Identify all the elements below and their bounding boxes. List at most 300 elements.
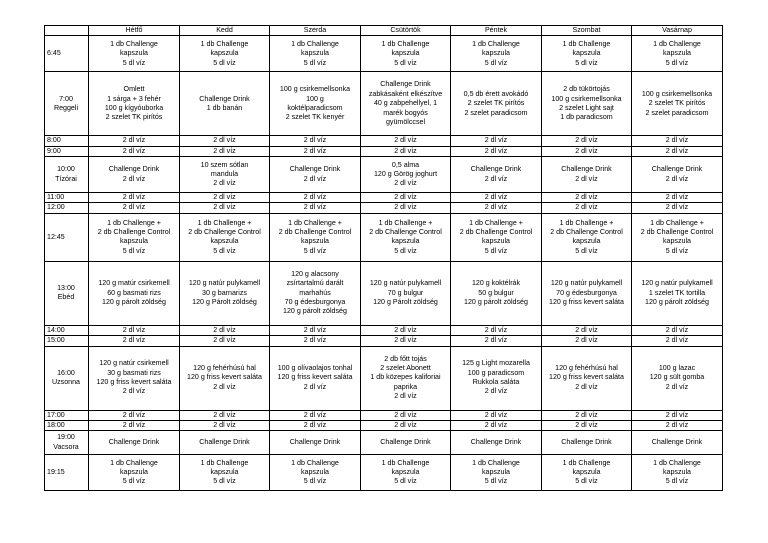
meal-cell: [270, 336, 361, 346]
meal-item-line: 1 db Challenge: [200, 458, 249, 467]
meal-item-line: 2 dl víz: [303, 174, 327, 183]
meal-cell: [632, 72, 723, 136]
meal-cell: [180, 146, 270, 156]
meal-item-line: 1 db Challenge: [110, 39, 158, 48]
time-cell: [45, 72, 89, 136]
meal-cell: [632, 261, 723, 325]
meal-item-line: 2 dl víz: [303, 193, 327, 202]
meal-item-line: Challenge Drink: [199, 94, 250, 103]
meal-cell: [180, 193, 270, 203]
meal-cell: [632, 136, 723, 146]
meal-item-line: 2 dl víz: [484, 203, 508, 212]
meal-cell: [180, 261, 270, 325]
meal-cell: [361, 431, 451, 455]
meal-item-line: Challenge Drink: [380, 438, 431, 447]
table-row: [45, 410, 723, 420]
meal-cell: [270, 431, 361, 455]
meal-item-line: kapszula: [301, 237, 329, 246]
time-cell: [45, 336, 89, 346]
meal-cell: [89, 346, 180, 410]
meal-item-line: 70 g édesburgonya: [556, 288, 617, 297]
header-day-sunday: Vasárnap: [632, 26, 723, 36]
meal-item-line: 1 db Challenge +: [197, 218, 252, 227]
meal-item-line: 2 dl víz: [213, 325, 236, 334]
table-row: [45, 325, 723, 335]
time-cell: [45, 325, 89, 335]
meal-item-line: 2 db Challenge Control: [278, 227, 352, 236]
header-corner: [45, 26, 89, 36]
meal-cell: [361, 36, 451, 72]
time-cell: [45, 261, 89, 325]
meal-item-line: 10 szem sótlan: [200, 160, 249, 169]
meal-cell: [89, 193, 180, 203]
meal-item-line: 2 dl víz: [484, 325, 508, 334]
meal-item-line: 2 dl víz: [575, 193, 598, 202]
meal-cell: [451, 431, 542, 455]
meal-item-line: 2 szelet paradicsom: [645, 108, 709, 117]
meal-item-line: 2 szelet TK pirítós: [105, 113, 163, 122]
meal-plan-table: [44, 25, 723, 491]
meal-item-line: Challenge Drink: [108, 165, 160, 174]
time-label: 13:00: [57, 283, 75, 292]
meal-cell: [89, 203, 180, 213]
meal-item-line: 2 dl víz: [303, 136, 327, 145]
meal-item-line: 2 dl víz: [213, 193, 236, 202]
meal-cell: [451, 420, 542, 430]
table-row: [45, 336, 723, 346]
meal-item-line: 2 dl víz: [575, 136, 598, 145]
meal-item-line: marék bogyós: [383, 108, 428, 117]
meal-item-line: gyümölccsel: [385, 117, 426, 126]
meal-item-line: 1 db Challenge +: [107, 218, 161, 227]
meal-cell: [361, 346, 451, 410]
meal-item-line: 2 dl víz: [303, 382, 327, 391]
meal-cell: [361, 261, 451, 325]
table-row: [45, 346, 723, 410]
meal-item-line: 2 dl víz: [122, 146, 146, 155]
meal-item-line: 5 dl víz: [484, 246, 508, 255]
meal-item-line: Challenge Drink: [289, 165, 341, 174]
meal-cell: [180, 213, 270, 261]
time-label: 16:00: [57, 368, 75, 377]
time-label: 17:00: [47, 410, 65, 419]
time-cell: [45, 213, 89, 261]
meal-item-line: Challenge Drink: [651, 438, 703, 447]
meal-cell: [270, 325, 361, 335]
time-cell: [45, 193, 89, 203]
meal-item-line: 2 dl víz: [303, 203, 327, 212]
meal-item-line: 2 szelet paradicsom: [464, 108, 528, 117]
meal-item-line: 2 dl víz: [122, 325, 146, 334]
meal-item-line: 5 dl víz: [575, 246, 598, 255]
meal-cell: [180, 203, 270, 213]
meal-item-line: kapszula: [482, 468, 510, 477]
time-cell: [45, 420, 89, 430]
meal-cell: [361, 410, 451, 420]
meal-cell: [270, 410, 361, 420]
table-row: [45, 213, 723, 261]
meal-item-line: 120 g natúr pulykamell: [369, 279, 442, 288]
time-label: 6:45: [47, 49, 61, 58]
meal-item-line: 2 dl víz: [665, 325, 689, 334]
meal-item-line: 2 dl víz: [213, 136, 236, 145]
meal-item-line: 1 db Challenge: [653, 39, 701, 48]
meal-cell: [180, 336, 270, 346]
meal-cell: [361, 455, 451, 491]
table-row: [45, 420, 723, 430]
meal-cell: [451, 146, 542, 156]
table-row: [45, 72, 723, 136]
meal-item-line: 2 dl víz: [213, 179, 236, 188]
meal-item-line: 5 dl víz: [394, 477, 417, 486]
meal-item-line: 1 db Challenge: [291, 458, 339, 467]
time-cell: [45, 455, 89, 491]
meal-cell: [632, 146, 723, 156]
time-cell: [45, 346, 89, 410]
meal-item-line: 5 dl víz: [122, 477, 146, 486]
meal-item-line: 2 dl víz: [122, 420, 146, 429]
meal-item-line: 1 db paradicsom: [560, 113, 613, 122]
meal-item-line: kapszula: [663, 49, 691, 58]
meal-item-line: kapszula: [391, 237, 420, 246]
meal-cell: [632, 431, 723, 455]
meal-cell: [542, 261, 632, 325]
table-row: [45, 36, 723, 72]
table-row: [45, 261, 723, 325]
table-row: [45, 146, 723, 156]
meal-cell: [270, 136, 361, 146]
meal-item-line: 2 dl víz: [484, 146, 508, 155]
meal-cell: [89, 36, 180, 72]
meal-item-line: 2 dl víz: [213, 336, 236, 345]
meal-item-line: 1 db banán: [206, 103, 243, 112]
meal-item-line: 2 db Challenge Control: [369, 227, 442, 236]
table-row: [45, 136, 723, 146]
meal-item-line: 2 dl víz: [665, 410, 689, 419]
meal-cell: [361, 193, 451, 203]
meal-cell: [632, 410, 723, 420]
meal-item-line: 2 dl víz: [575, 410, 598, 419]
meal-cell: [361, 136, 451, 146]
meal-item-line: 2 dl víz: [665, 382, 689, 391]
meal-item-line: 120 g párolt zöldség: [464, 297, 528, 306]
meal-item-line: 100 g csirkemellsonka: [641, 89, 713, 98]
meal-item-line: 5 dl víz: [394, 58, 417, 67]
meal-item-line: Challenge Drink: [289, 438, 341, 447]
meal-item-line: kapszula: [391, 49, 420, 58]
meal-cell: [542, 36, 632, 72]
meal-item-line: Challenge Drink: [561, 438, 612, 447]
meal-item-line: 2 dl víz: [665, 420, 689, 429]
meal-item-line: kapszula: [391, 468, 420, 477]
meal-item-line: 2 dl víz: [665, 203, 689, 212]
meal-item-line: 125 g Light mozarella: [462, 359, 530, 368]
meal-item-line: 2 dl víz: [303, 325, 327, 334]
meal-item-line: 120 g Párolt zöldség: [192, 297, 257, 306]
meal-cell: [270, 36, 361, 72]
meal-item-line: 2 dl víz: [213, 146, 236, 155]
meal-item-line: 120 g friss kevert saláta: [277, 373, 353, 382]
meal-item-line: kapszula: [120, 237, 148, 246]
meal-item-line: Challenge Drink: [199, 438, 250, 447]
meal-item-line: 100 g: [306, 94, 324, 103]
time-label: 11:00: [47, 193, 65, 202]
meal-cell: [270, 72, 361, 136]
meal-item-line: kapszula: [482, 49, 510, 58]
meal-item-line: 2 dl víz: [665, 136, 689, 145]
meal-item-line: 5 dl víz: [665, 477, 689, 486]
time-label: 19:15: [47, 468, 65, 477]
header-day-monday: Hétfő: [89, 26, 180, 36]
meal-item-line: 1 db Challenge: [381, 39, 430, 48]
meal-item-line: 5 dl víz: [303, 246, 327, 255]
table-row: [45, 203, 723, 213]
header-day-wednesday: Szerda: [270, 26, 361, 36]
meal-item-line: 120 g párolt zöldség: [102, 297, 166, 306]
meal-cell: [270, 146, 361, 156]
meal-item-line: 2 szelet Light sajt: [559, 103, 614, 112]
meal-cell: [180, 157, 270, 193]
meal-item-line: Challenge Drink: [561, 165, 612, 174]
meal-item-line: 5 dl víz: [394, 246, 417, 255]
meal-cell: [89, 325, 180, 335]
meal-name-label: Uzsonna: [52, 378, 80, 387]
meal-cell: [270, 213, 361, 261]
meal-cell: [451, 72, 542, 136]
meal-item-line: 1 db Challenge: [200, 39, 249, 48]
meal-cell: [180, 431, 270, 455]
meal-cell: [542, 213, 632, 261]
meal-item-line: zsírtartalmú darált: [286, 279, 344, 288]
meal-item-line: 1 db Challenge: [381, 458, 430, 467]
meal-item-line: 2 szelet TK pirítós: [467, 99, 525, 108]
meal-item-line: 1 db Challenge: [472, 458, 520, 467]
meal-item-line: 120 g koktélrák: [471, 279, 521, 288]
meal-name-label: Vacsora: [53, 442, 79, 451]
meal-item-line: 120 g friss kevert saláta: [187, 373, 262, 382]
time-label: 7:00: [59, 94, 73, 103]
meal-item-line: 5 dl víz: [484, 477, 508, 486]
meal-cell: [451, 336, 542, 346]
meal-item-line: 5 dl víz: [575, 477, 598, 486]
meal-item-line: 30 g basmati rizs: [107, 368, 161, 377]
meal-cell: [542, 325, 632, 335]
meal-item-line: Challenge Drink: [470, 438, 522, 447]
meal-item-line: 2 db Challenge Control: [188, 227, 261, 236]
meal-item-line: 1 szelet TK tortilla: [648, 288, 706, 297]
meal-item-line: 1 db Challenge: [562, 458, 611, 467]
meal-item-line: 100 g lazac: [658, 363, 696, 372]
meal-cell: [542, 157, 632, 193]
meal-item-line: 5 dl víz: [213, 246, 236, 255]
meal-item-line: 40 g zabpehellyel, 1: [373, 99, 438, 108]
meal-name-label: Ebéd: [57, 293, 75, 302]
meal-item-line: zabkásaként elkészítve: [368, 89, 443, 98]
meal-item-line: 100 g olívaolajos tonhal: [277, 363, 353, 372]
meal-cell: [361, 213, 451, 261]
meal-item-line: 2 dl víz: [575, 146, 598, 155]
meal-cell: [542, 146, 632, 156]
meal-item-line: 2 dl víz: [122, 203, 146, 212]
meal-item-line: 2 dl víz: [213, 410, 236, 419]
meal-cell: [542, 136, 632, 146]
meal-cell: [89, 157, 180, 193]
header-day-thursday: Csütörtök: [361, 26, 451, 36]
meal-item-line: 0,5 alma: [391, 160, 420, 169]
meal-cell: [89, 410, 180, 420]
meal-item-line: mandula: [210, 169, 239, 178]
meal-cell: [451, 36, 542, 72]
meal-item-line: 2 db Challenge Control: [640, 227, 714, 236]
header-day-tuesday: Kedd: [180, 26, 270, 36]
meal-item-line: 120 g matúr csirkemell: [98, 279, 170, 288]
meal-cell: [542, 346, 632, 410]
meal-item-line: 1 db Challenge: [291, 39, 339, 48]
meal-cell: [632, 336, 723, 346]
meal-item-line: 2 dl víz: [394, 410, 417, 419]
meal-item-line: 5 dl víz: [303, 58, 327, 67]
meal-item-line: Challenge Drink: [651, 165, 703, 174]
time-label: 9:00: [47, 146, 61, 155]
meal-cell: [270, 203, 361, 213]
meal-cell: [542, 420, 632, 430]
meal-item-line: 60 g basmati rizs: [107, 288, 161, 297]
meal-cell: [451, 410, 542, 420]
meal-item-line: Rukkola saláta: [472, 378, 520, 387]
meal-item-line: kapszula: [572, 468, 601, 477]
meal-cell: [632, 213, 723, 261]
time-label: 12:00: [47, 203, 65, 212]
meal-cell: [361, 336, 451, 346]
meal-item-line: 2 dl víz: [394, 146, 417, 155]
time-label: 8:00: [47, 136, 61, 145]
meal-item-line: 2 dl víz: [484, 174, 508, 183]
meal-item-line: 2 db tükörtojás: [563, 85, 610, 94]
meal-item-line: kapszula: [301, 49, 329, 58]
meal-cell: [451, 325, 542, 335]
meal-cell: [361, 72, 451, 136]
meal-cell: [632, 203, 723, 213]
time-cell: [45, 410, 89, 420]
meal-cell: [632, 36, 723, 72]
meal-item-line: 2 dl víz: [122, 410, 146, 419]
meal-cell: [542, 72, 632, 136]
meal-cell: [451, 193, 542, 203]
meal-item-line: 2 dl víz: [394, 420, 417, 429]
meal-item-line: 120 g natúr pulykamell: [550, 279, 623, 288]
meal-name-label: Tízórai: [55, 174, 77, 183]
meal-item-line: Challenge Drink: [108, 438, 160, 447]
meal-cell: [632, 455, 723, 491]
meal-item-line: kapszula: [572, 49, 601, 58]
meal-item-line: 2 dl víz: [213, 420, 236, 429]
meal-cell: [361, 325, 451, 335]
meal-cell: [632, 193, 723, 203]
meal-item-line: kapszula: [663, 237, 691, 246]
meal-item-line: 2 dl víz: [213, 382, 236, 391]
meal-cell: [270, 261, 361, 325]
meal-item-line: 2 dl víz: [575, 203, 598, 212]
meal-item-line: 1 db Challenge: [110, 458, 158, 467]
meal-item-line: 2 dl víz: [665, 193, 689, 202]
meal-cell: [180, 410, 270, 420]
header-day-friday: Péntek: [451, 26, 542, 36]
meal-cell: [89, 455, 180, 491]
meal-item-line: koktélparadicsom: [287, 103, 343, 112]
table-row: [45, 157, 723, 193]
meal-item-line: 2 dl víz: [575, 174, 598, 183]
meal-cell: [451, 261, 542, 325]
meal-item-line: 1 db Challenge +: [559, 218, 614, 227]
meal-cell: [632, 325, 723, 335]
meal-item-line: 2 dl víz: [484, 193, 508, 202]
meal-item-line: 5 dl víz: [213, 58, 236, 67]
meal-cell: [632, 157, 723, 193]
table-row: [45, 455, 723, 491]
meal-item-line: 1 db Challenge: [472, 39, 520, 48]
meal-item-line: 5 dl víz: [484, 58, 508, 67]
meal-item-line: 2 dl víz: [484, 336, 508, 345]
meal-item-line: 2 dl víz: [394, 336, 417, 345]
meal-item-line: 1 sárga + 3 fehér: [107, 94, 161, 103]
meal-cell: [89, 336, 180, 346]
meal-item-line: 2 dl víz: [122, 174, 146, 183]
meal-item-line: 120 g fehérhúsú hal: [555, 363, 618, 372]
meal-cell: [89, 136, 180, 146]
meal-item-line: 120 g Görög joghurt: [373, 169, 438, 178]
meal-item-line: 100 g csirkemellsonka: [279, 85, 351, 94]
meal-item-line: 2 szelet Abonett: [380, 363, 431, 372]
meal-item-line: 2 dl víz: [122, 336, 146, 345]
meal-cell: [451, 157, 542, 193]
meal-cell: [89, 261, 180, 325]
meal-item-line: 120 g fehérhúsú hal: [193, 363, 256, 372]
meal-item-line: 5 dl víz: [665, 58, 689, 67]
meal-item-line: 120 g friss kevert saláta: [96, 378, 172, 387]
meal-item-line: 50 g bulgur: [478, 288, 514, 297]
meal-item-line: 2 dl víz: [484, 420, 508, 429]
meal-cell: [180, 455, 270, 491]
meal-item-line: 2 dl víz: [484, 387, 508, 396]
meal-cell: [361, 420, 451, 430]
meal-item-line: 1 db közepes kaliforiai: [370, 373, 441, 382]
meal-item-line: kapszula: [120, 49, 148, 58]
meal-cell: [361, 146, 451, 156]
header-row: [45, 26, 723, 36]
time-label: 14:00: [47, 325, 65, 334]
time-cell: [45, 157, 89, 193]
meal-item-line: 2 dl víz: [303, 410, 327, 419]
meal-plan-body: [45, 36, 723, 491]
meal-item-line: 120 g párolt zöldség: [645, 297, 709, 306]
meal-item-line: 120 g natúr csirkemell: [99, 359, 169, 368]
meal-item-line: marhahús: [299, 288, 331, 297]
meal-cell: [89, 431, 180, 455]
meal-item-line: 2 db Challenge Control: [97, 227, 171, 236]
meal-cell: [451, 346, 542, 410]
meal-item-line: 2 dl víz: [122, 136, 146, 145]
meal-item-line: 1 db Challenge +: [288, 218, 342, 227]
meal-item-line: 2 dl víz: [575, 420, 598, 429]
meal-cell: [89, 420, 180, 430]
meal-cell: [451, 455, 542, 491]
meal-cell: [632, 420, 723, 430]
meal-item-line: 30 g barnarizs: [202, 288, 247, 297]
time-cell: [45, 36, 89, 72]
meal-item-line: 1 db Challenge +: [378, 218, 433, 227]
meal-cell: [361, 157, 451, 193]
meal-item-line: 5 dl víz: [303, 477, 327, 486]
